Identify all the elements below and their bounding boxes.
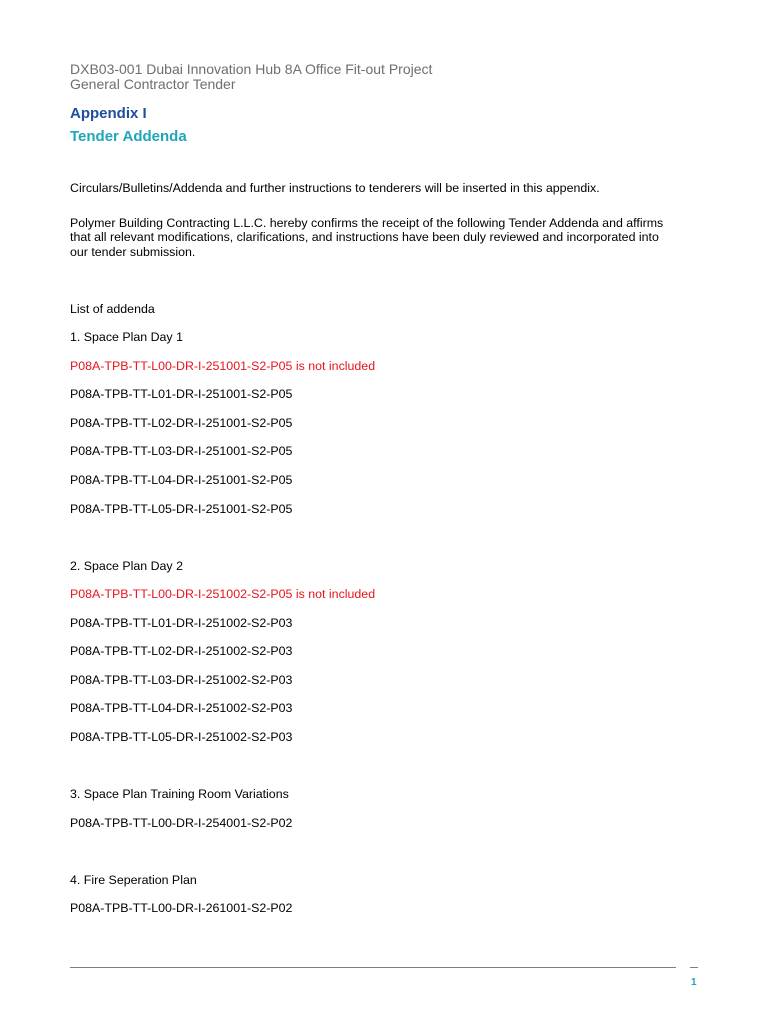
page-number: 1 xyxy=(691,977,697,988)
addenda-list-title: List of addenda xyxy=(70,302,155,316)
addendum-item: P08A-TPB-TT-L01-DR-I-251002-S2-P03 xyxy=(70,616,293,630)
intro-paragraph: Circulars/Bulletins/Addenda and further instructions to tenderers will be inserted in this appendix. xyxy=(70,181,600,195)
addendum-item: P08A-TPB-TT-L02-DR-I-251001-S2-P05 xyxy=(70,416,293,430)
addendum-item: P08A-TPB-TT-L00-DR-I-254001-S2-P02 xyxy=(70,816,293,830)
confirmation-line-2: that all relevant modifications, clarifications, and instructions have been duly reviewed and incorporated into xyxy=(70,230,659,244)
addendum-item-excluded: P08A-TPB-TT-L00-DR-I-251001-S2-P05 is not included xyxy=(70,359,376,373)
footer-rule xyxy=(70,967,676,968)
addendum-item: P08A-TPB-TT-L05-DR-I-251002-S2-P03 xyxy=(70,730,293,744)
section-title: 1. Space Plan Day 1 xyxy=(70,330,183,344)
addendum-item-excluded: P08A-TPB-TT-L00-DR-I-251002-S2-P05 is not included xyxy=(70,587,376,601)
addendum-item: P08A-TPB-TT-L00-DR-I-261001-S2-P02 xyxy=(70,901,293,915)
addendum-item: P08A-TPB-TT-L05-DR-I-251001-S2-P05 xyxy=(70,502,293,516)
appendix-subtitle: Tender Addenda xyxy=(70,128,187,145)
addendum-item: P08A-TPB-TT-L02-DR-I-251002-S2-P03 xyxy=(70,644,293,658)
appendix-title: Appendix I xyxy=(70,105,147,122)
confirmation-line-1: Polymer Building Contracting L.L.C. hereby confirms the receipt of the following Tender Addenda and affirms xyxy=(70,216,664,230)
addendum-item: P08A-TPB-TT-L03-DR-I-251002-S2-P03 xyxy=(70,673,293,687)
confirmation-line-3: our tender submission. xyxy=(70,245,196,259)
addendum-item: P08A-TPB-TT-L04-DR-I-251002-S2-P03 xyxy=(70,701,293,715)
addendum-item: P08A-TPB-TT-L04-DR-I-251001-S2-P05 xyxy=(70,473,293,487)
addendum-item: P08A-TPB-TT-L01-DR-I-251001-S2-P05 xyxy=(70,387,293,401)
section-title: 4. Fire Seperation Plan xyxy=(70,873,197,887)
project-title: DXB03-001 Dubai Innovation Hub 8A Office Fit-out Project xyxy=(70,61,433,77)
section-title: 3. Space Plan Training Room Variations xyxy=(70,787,289,801)
addendum-item: P08A-TPB-TT-L03-DR-I-251001-S2-P05 xyxy=(70,444,293,458)
section-title: 2. Space Plan Day 2 xyxy=(70,559,183,573)
footer-dash xyxy=(690,967,698,968)
tender-title: General Contractor Tender xyxy=(70,76,236,92)
